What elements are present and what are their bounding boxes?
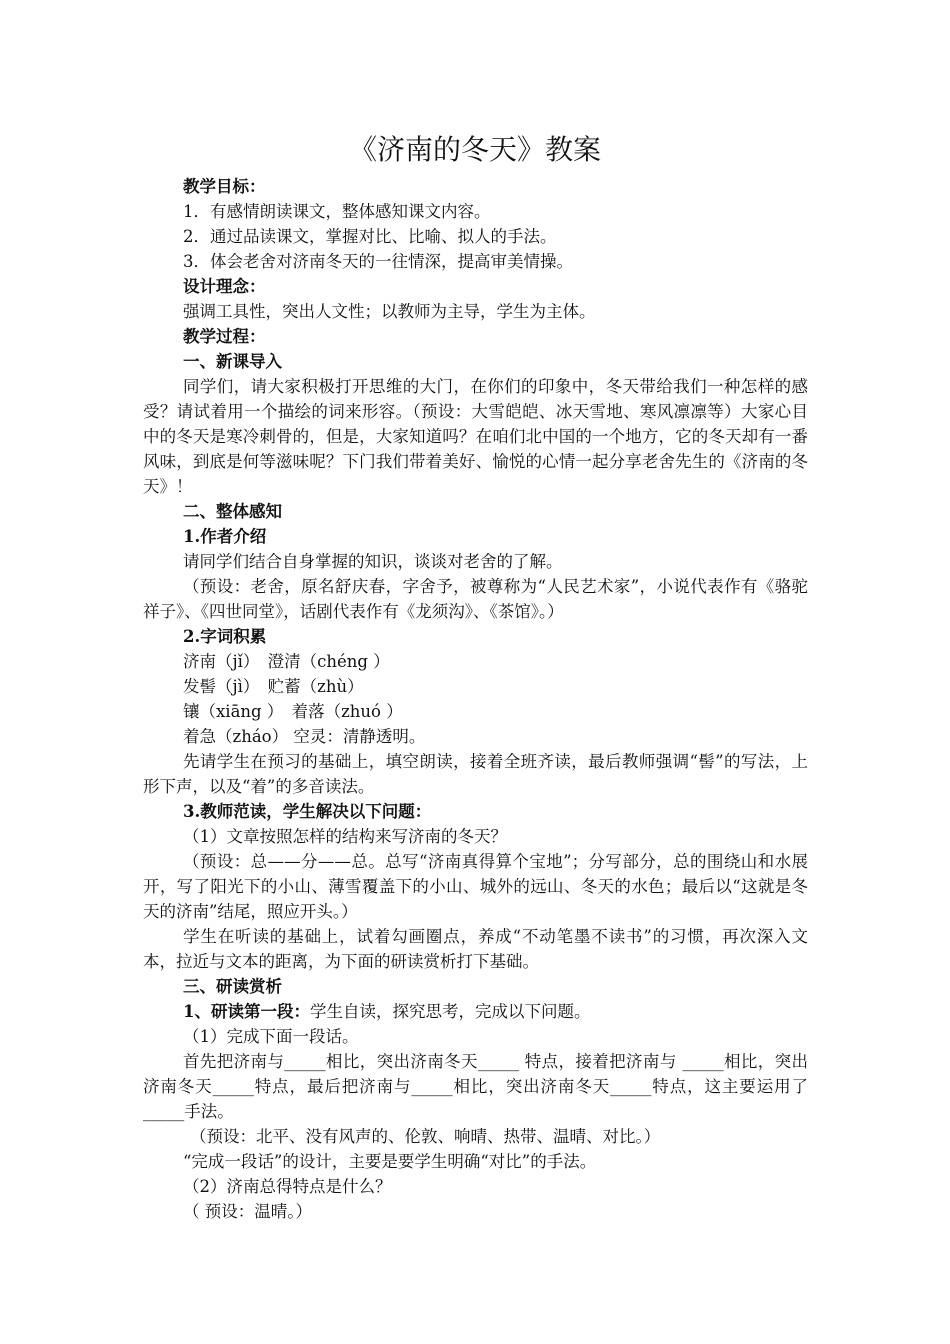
vocab-line: 发髻（jì） 贮蓄（zhù） — [183, 677, 364, 696]
document-body — [143, 174, 808, 1224]
goal-item: 1．有感情朗读课文，整体感知课文内容。 — [183, 202, 491, 221]
vocab-line: 着急（zháo） 空灵：清静透明。 — [183, 727, 426, 746]
concept-heading: 设计理念： — [183, 277, 266, 296]
author-answer: （预设：老舍，原名舒庆春，字舍予，被尊称为“人民艺术家”，小说代表作有《骆驼祥子》、《四世同堂》，话剧代表作有《龙须沟》、《茶馆》。） — [143, 577, 808, 621]
study-note: “完成一段话”的设计，主要是要学生明确“对比”的手法。 — [183, 1152, 597, 1171]
vocab-paragraph: 先请学生在预习的基础上，填空朗读，接着全班齐读，最后教师强调“髻”的写法，上形下声，以及“着”的多音读法。 — [143, 752, 808, 796]
study-fill-in: 首先把济南与_____相比，突出济南冬天_____ 特点，接着把济南与 _____相比，突出济南冬天_____特点，最后把济南与_____相比，突出济南冬天_____特点，这主要运用了_____手法。 — [143, 1052, 808, 1121]
study-answer-1: （预设：北平、没有风声的、伦敦、响晴、热带、温晴、对比。） — [190, 1127, 661, 1146]
page-title: 《济南的冬天》教案 — [348, 133, 601, 166]
process-heading: 教学过程： — [183, 327, 266, 346]
goals-heading: 教学目标： — [183, 177, 266, 196]
concept-text: 强调工具性，突出人文性；以教师为主导，学生为主体。 — [183, 302, 596, 321]
reading-paragraph: 学生在听读的基础上，试着勾画圈点，养成“不动笔墨不读书”的习惯，再次深入文本，拉近与文本的距离，为下面的研读赏析打下基础。 — [143, 927, 808, 971]
reading-question: （1）文章按照怎样的结构来写济南的冬天？ — [183, 827, 507, 846]
vocab-line: 镶（xiāng ） 着落（zhuó ） — [183, 702, 403, 721]
study-text: 学生自读，探究思考，完成以下问题。 — [309, 1002, 591, 1021]
part2-heading: 二、整体感知 — [183, 502, 282, 521]
reading-heading: 3.教师范读，学生解决以下问题： — [183, 802, 432, 821]
study-question-2: （2）济南总得特点是什么？ — [183, 1177, 392, 1196]
study-heading: 1、研读第一段： — [183, 1002, 310, 1021]
author-question: 请同学们结合自身掌握的知识，谈谈对老舍的了解。 — [183, 552, 563, 571]
study-intro — [143, 999, 808, 1024]
part1-heading: 一、新课导入 — [183, 352, 282, 371]
goal-item: 3．体会老舍对济南冬天的一往情深，提高审美情操。 — [183, 252, 573, 271]
goal-item: 2．通过品读课文，掌握对比、比喻、拟人的手法。 — [183, 227, 557, 246]
study-answer-2: （ 预设：温晴。） — [183, 1202, 312, 1221]
vocab-line: 济南（jǐ） 澄清（chéng ） — [183, 652, 390, 671]
part3-heading: 三、研读赏析 — [183, 977, 282, 996]
vocab-heading: 2.字词积累 — [183, 627, 267, 646]
part1-paragraph: 同学们，请大家积极打开思维的大门，在你们的印象中，冬天带给我们一种怎样的感受？请试着用一个描绘的词来形容。（预设：大雪皑皑、冰天雪地、寒风凛凛等）大家心目中的冬天是寒冷刺骨的，但是，大家知道吗？在咱们北中国的一个地方，它的冬天却有一番风味，到底是何等滋味呢？下门我们带着美好、愉悦的心情一起分享老舍先生的《济南的冬天》！ — [143, 377, 808, 496]
author-heading: 1.作者介绍 — [183, 527, 267, 546]
study-question-1: （1）完成下面一段话。 — [183, 1027, 359, 1046]
reading-answer: （预设：总——分——总。总写“济南真得算个宝地”；分写部分，总的围绕山和水展开，写了阳光下的小山、薄雪覆盖下的小山、城外的远山、冬天的水色；最后以“这就是冬天的济南”结尾，照应开头。） — [143, 852, 808, 921]
